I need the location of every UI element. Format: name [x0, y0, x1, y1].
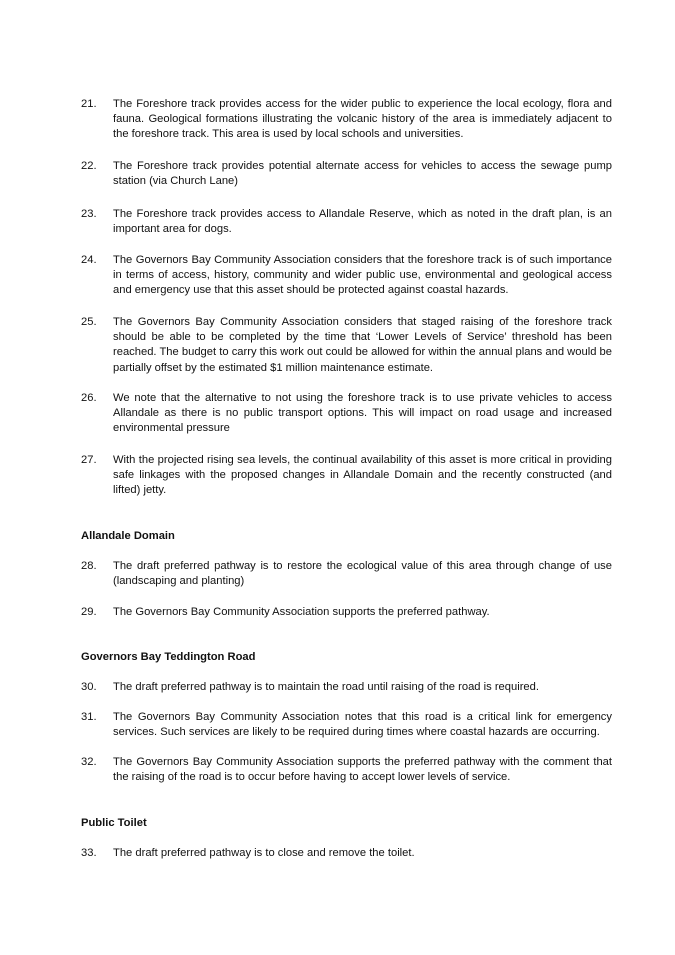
item-text: The Foreshore track provides access to Allandale Reserve, which as noted in the draft plan, is an important area for dogs.: [113, 208, 612, 236]
list-item-23: [81, 207, 612, 237]
item-number: 30.: [81, 681, 97, 693]
list-item-32: [81, 755, 612, 785]
list-item-31: [81, 710, 612, 740]
item-text: The Governors Bay Community Association supports the preferred pathway with the comment that the raising of the road is to occur before having to accept lower levels of service.: [113, 756, 612, 784]
item-number: 27.: [81, 454, 97, 466]
item-text: The draft preferred pathway is to close and remove the toilet.: [113, 847, 415, 859]
item-number: 21.: [81, 98, 97, 110]
item-text: The draft preferred pathway is to maintain the road until raising of the road is required.: [113, 681, 539, 693]
item-number: 26.: [81, 392, 97, 404]
list-item-28: [81, 559, 612, 589]
list-item-27: [81, 453, 612, 499]
item-number: 31.: [81, 711, 97, 723]
item-number: 23.: [81, 208, 97, 220]
list-item-21: [81, 97, 612, 143]
item-text: The Foreshore track provides access for the wider public to experience the local ecology, flora and fauna. Geological formations illustrating the volcanic history of the area is immediately adjacent to the foreshore track. This area is used by local schools and universities.: [113, 98, 612, 141]
item-number: 28.: [81, 560, 97, 572]
list-item-25: [81, 315, 612, 376]
list-item-29: [81, 605, 612, 620]
item-number: 32.: [81, 756, 97, 768]
list-item-22: [81, 159, 612, 189]
list-item-26: [81, 391, 612, 437]
list-item-24: [81, 253, 612, 299]
item-text: The draft preferred pathway is to restore the ecological value of this area through change of use (landscaping and planting): [113, 560, 612, 588]
list-item-30: [81, 680, 612, 695]
item-number: 33.: [81, 847, 97, 859]
item-text: The Governors Bay Community Association notes that this road is a critical link for emergency services. Such services are likely to be required during times where coastal hazards are occurring.: [113, 711, 612, 739]
item-number: 24.: [81, 254, 97, 266]
item-number: 25.: [81, 316, 97, 328]
item-number: 22.: [81, 160, 97, 172]
section-heading-allandale: Allandale Domain: [81, 530, 175, 542]
item-text: The Governors Bay Community Association considers that staged raising of the foreshore track should be able to be completed by the time that ‘Lower Levels of Service’ threshold has been reached. The budget to carry this work out could be allowed for within the annual plans and would be partially offset by the estimated $1 million maintenance estimate.: [113, 316, 612, 374]
item-text: The Foreshore track provides potential alternate access for vehicles to access the sewage pump station (via Church Lane): [113, 160, 612, 188]
item-text: We note that the alternative to not using the foreshore track is to use private vehicles to access Allandale as there is no public transport options. This will impact on road usage and increased environmental pressure: [113, 392, 612, 435]
section-heading-toilet: Public Toilet: [81, 817, 147, 829]
list-item-33: [81, 846, 612, 861]
item-text: With the projected rising sea levels, the continual availability of this asset is more critical in providing safe linkages with the proposed changes in Allandale Domain and the recently constructed (and lifted) jetty.: [113, 454, 612, 497]
section-heading-teddington: Governors Bay Teddington Road: [81, 651, 256, 663]
item-text: The Governors Bay Community Association supports the preferred pathway.: [113, 606, 490, 618]
item-number: 29.: [81, 606, 97, 618]
item-text: The Governors Bay Community Association considers that the foreshore track is of such importance in terms of access, history, community and wider public use, environmental and geological access and emergency use that this asset should be protected against coastal hazards.: [113, 254, 612, 297]
